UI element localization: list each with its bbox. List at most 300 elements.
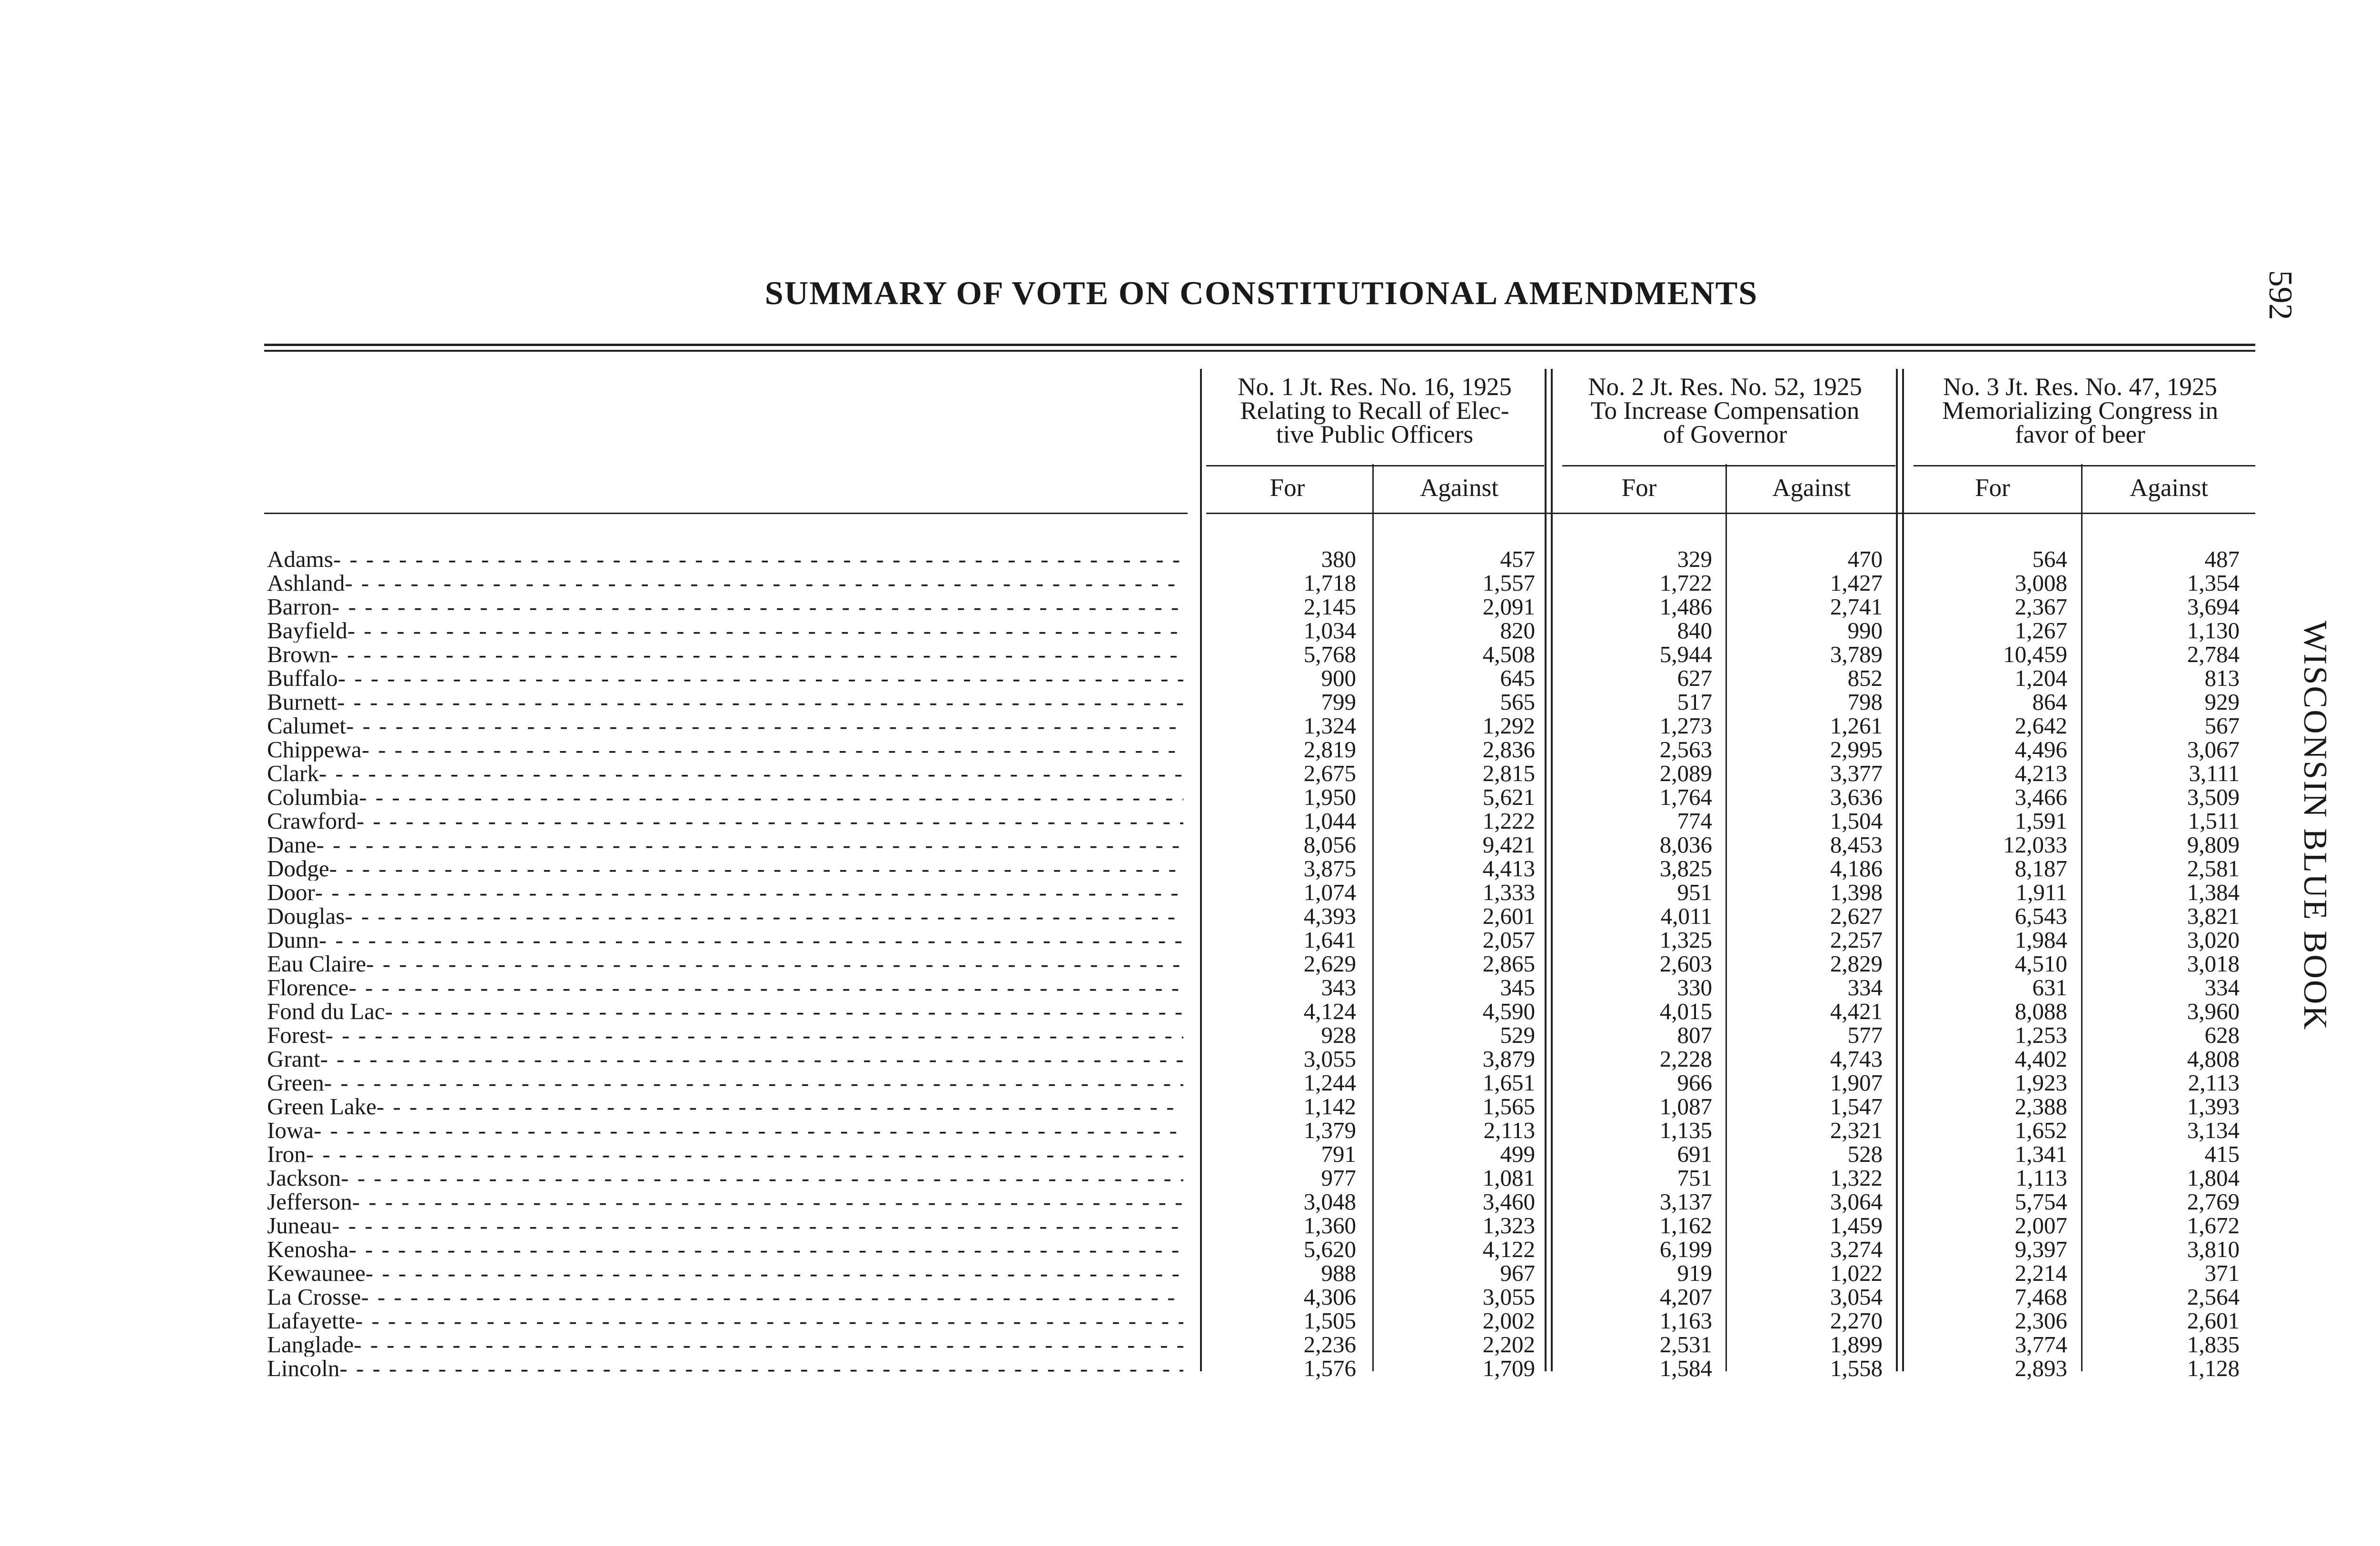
table-row [0,1214,2380,1238]
votes-against-cell: 3,020 [2187,927,2240,953]
county-name: Jackson - - - [267,1166,1183,1190]
top-rule [264,344,2255,346]
votes-for-cell: 1,267 [2014,617,2067,644]
votes-against-cell: 2,321 [1830,1117,1883,1143]
votes-for-cell: 564 [2032,546,2067,572]
votes-for-cell: 380 [1321,546,1356,572]
county-name: La Crosse - - - [267,1285,1183,1309]
votes-for-cell: 1,923 [2014,1070,2067,1096]
votes-against-cell: 3,055 [1482,1284,1535,1310]
votes-against-cell: 1,398 [1830,879,1883,905]
for-header: For [1269,474,1305,502]
table-row [0,1119,2380,1142]
votes-against-cell: 3,054 [1830,1284,1883,1310]
votes-against-cell: 1,022 [1830,1260,1883,1286]
votes-for-cell: 2,214 [2014,1260,2067,1286]
heading-line: To Increase Compensation [1590,397,1860,425]
votes-for-cell: 1,984 [2014,927,2067,953]
votes-against-cell: 4,808 [2187,1046,2240,1072]
county-name: Eau Claire - - - [267,952,1183,976]
votes-against-cell: 929 [2204,689,2240,715]
votes-for-cell: 1,764 [1659,784,1712,810]
votes-for-cell: 1,074 [1303,879,1356,905]
table-row [0,833,2380,857]
votes-against-cell: 2,270 [1830,1308,1883,1334]
county-name: Columbia - - - [267,785,1183,809]
votes-against-cell: 1,292 [1482,713,1535,739]
votes-against-cell: 499 [1500,1141,1535,1167]
votes-for-cell: 10,459 [2003,641,2067,667]
votes-for-cell: 799 [1321,689,1356,715]
votes-for-cell: 8,187 [2014,855,2067,882]
votes-against-cell: 345 [1500,974,1535,1001]
votes-against-cell: 3,111 [2189,760,2240,786]
votes-against-cell: 852 [1847,665,1883,691]
votes-against-cell: 3,134 [2187,1117,2240,1143]
votes-against-cell: 457 [1500,546,1535,572]
votes-for-cell: 5,620 [1303,1236,1356,1262]
table-row [0,547,2380,571]
votes-for-cell: 1,162 [1659,1212,1712,1239]
county-name: Langlade - - - [267,1333,1183,1357]
heading-line: No. 1 Jt. Res. No. 16, 1925 [1238,373,1512,401]
votes-for-cell: 3,774 [2014,1331,2067,1358]
votes-against-cell: 1,511 [2188,808,2240,834]
votes-for-cell: 1,486 [1659,594,1712,620]
votes-against-cell: 1,709 [1482,1355,1535,1381]
votes-for-cell: 2,603 [1659,951,1712,977]
table-row [0,1023,2380,1047]
votes-against-cell: 1,130 [2187,617,2240,644]
county-name: Grant - - - [267,1047,1183,1071]
table-row [0,738,2380,762]
votes-for-cell: 2,236 [1303,1331,1356,1358]
votes-for-cell: 1,505 [1303,1308,1356,1334]
votes-against-cell: 334 [2204,974,2240,1001]
table-row [0,1190,2380,1214]
votes-for-cell: 8,088 [2014,998,2067,1024]
votes-against-cell: 4,743 [1830,1046,1883,1072]
votes-against-cell: 3,509 [2187,784,2240,810]
votes-against-cell: 3,377 [1830,760,1883,786]
votes-for-cell: 4,011 [1660,903,1712,929]
votes-against-cell: 371 [2204,1260,2240,1286]
table-row [0,1285,2380,1309]
county-name: Forest - - - [267,1023,1183,1047]
against-header: Against [2130,474,2208,502]
votes-against-cell: 3,067 [2187,736,2240,763]
top-rule-second [264,350,2255,352]
votes-against-cell: 9,809 [2187,832,2240,858]
votes-for-cell: 1,591 [2014,808,2067,834]
votes-against-cell: 1,504 [1830,808,1883,834]
votes-against-cell: 3,460 [1482,1189,1535,1215]
running-head: WISCONSIN BLUE BOOK [2297,621,2333,1031]
votes-against-cell: 3,064 [1830,1189,1883,1215]
votes-for-cell: 1,718 [1303,570,1356,596]
county-name: Green - - - [267,1071,1183,1095]
page-number: 592 [2262,270,2299,320]
table-row [0,809,2380,833]
votes-for-cell: 774 [1677,808,1712,834]
votes-for-cell: 2,145 [1303,594,1356,620]
votes-against-cell: 1,651 [1482,1070,1535,1096]
votes-for-cell: 1,204 [2014,665,2067,691]
votes-for-cell: 3,825 [1659,855,1712,882]
table-row [0,714,2380,738]
votes-for-cell: 1,584 [1659,1355,1712,1381]
county-name: Jefferson - - - [267,1190,1183,1214]
table-row [0,595,2380,619]
subheader-rule-2 [1562,465,1895,466]
county-name: Fond du Lac - - - [267,1000,1183,1023]
heading-line: Relating to Recall of Elec- [1240,397,1509,425]
votes-against-cell: 2,581 [2187,855,2240,882]
votes-against-cell: 2,865 [1482,951,1535,977]
votes-for-cell: 1,087 [1659,1093,1712,1120]
votes-for-cell: 2,629 [1303,951,1356,977]
table-row [0,619,2380,643]
votes-against-cell: 4,590 [1482,998,1535,1024]
heading-line: of Governor [1663,421,1787,448]
county-name: Lincoln - - - [267,1357,1183,1380]
table-row [0,1047,2380,1071]
votes-for-cell: 4,207 [1659,1284,1712,1310]
votes-for-cell: 8,036 [1659,832,1712,858]
votes-against-cell: 3,810 [2187,1236,2240,1262]
votes-for-cell: 4,510 [2014,951,2067,977]
votes-for-cell: 1,044 [1303,808,1356,834]
votes-against-cell: 4,508 [1482,641,1535,667]
county-name: Green Lake - - - [267,1095,1183,1119]
votes-against-cell: 1,899 [1830,1331,1883,1358]
votes-against-cell: 2,769 [2187,1189,2240,1215]
votes-for-cell: 5,768 [1303,641,1356,667]
votes-against-cell: 2,741 [1830,594,1883,620]
votes-for-cell: 2,367 [2014,594,2067,620]
against-header: Against [1420,474,1498,502]
amendment-heading-3 [1904,375,2256,461]
table-row [0,1238,2380,1261]
votes-for-cell: 951 [1677,879,1712,905]
votes-for-cell: 3,466 [2014,784,2067,810]
votes-for-cell: 329 [1677,546,1712,572]
votes-against-cell: 529 [1500,1022,1535,1048]
votes-against-cell: 2,057 [1482,927,1535,953]
heading-line: tive Public Officers [1276,421,1474,448]
votes-against-cell: 813 [2204,665,2240,691]
table-row [0,1333,2380,1357]
county-name: Kenosha - - - [267,1238,1183,1261]
votes-for-cell: 6,199 [1659,1236,1712,1262]
table-row [0,1095,2380,1119]
votes-against-cell: 4,413 [1482,855,1535,882]
heading-line: No. 2 Jt. Res. No. 52, 1925 [1588,373,1862,401]
table-row [0,690,2380,714]
votes-for-cell: 919 [1677,1260,1712,1286]
votes-for-cell: 1,641 [1303,927,1356,953]
votes-for-cell: 1,911 [2015,879,2067,905]
votes-against-cell: 2,784 [2187,641,2240,667]
votes-against-cell: 3,636 [1830,784,1883,810]
table-row [0,881,2380,904]
votes-for-cell: 8,056 [1303,832,1356,858]
county-name: Iron - - - [267,1142,1183,1166]
votes-for-cell: 2,531 [1659,1331,1712,1358]
votes-against-cell: 1,907 [1830,1070,1883,1096]
county-name: Ashland - - - [267,571,1183,595]
votes-against-cell: 470 [1847,546,1883,572]
votes-against-cell: 4,186 [1830,855,1883,882]
votes-against-cell: 798 [1847,689,1883,715]
votes-against-cell: 2,601 [2187,1308,2240,1334]
votes-against-cell: 2,257 [1830,927,1883,953]
votes-against-cell: 1,354 [2187,570,2240,596]
votes-for-cell: 3,137 [1659,1189,1712,1215]
votes-for-cell: 4,393 [1303,903,1356,929]
votes-for-cell: 1,360 [1303,1212,1356,1239]
county-name: Crawford - - - [267,809,1183,833]
votes-for-cell: 751 [1677,1165,1712,1191]
votes-for-cell: 691 [1677,1141,1712,1167]
county-name: Buffalo - - - [267,666,1183,690]
votes-for-cell: 791 [1321,1141,1356,1167]
heading-line: No. 3 Jt. Res. No. 47, 1925 [1943,373,2217,401]
votes-against-cell: 820 [1500,617,1535,644]
county-name: Adams - - - [267,547,1183,571]
county-name: Dodge - - - [267,857,1183,881]
county-name: Dunn - - - [267,928,1183,952]
votes-for-cell: 1,163 [1659,1308,1712,1334]
votes-for-cell: 4,402 [2014,1046,2067,1072]
votes-for-cell: 1,324 [1303,713,1356,739]
county-name: Iowa - - - [267,1119,1183,1142]
votes-for-cell: 900 [1321,665,1356,691]
table-row [0,1166,2380,1190]
votes-for-cell: 1,341 [2014,1141,2067,1167]
county-name: Lafayette - - - [267,1309,1183,1333]
county-name: Calumet - - - [267,714,1183,738]
votes-for-cell: 5,944 [1659,641,1712,667]
votes-for-cell: 1,253 [2014,1022,2067,1048]
subheader-rule-3 [1914,465,2255,466]
votes-against-cell: 1,261 [1830,713,1883,739]
votes-against-cell: 628 [2204,1022,2240,1048]
votes-for-cell: 1,722 [1659,570,1712,596]
table-row [0,952,2380,976]
table-row [0,762,2380,785]
votes-for-cell: 2,675 [1303,760,1356,786]
votes-for-cell: 1,244 [1303,1070,1356,1096]
votes-against-cell: 567 [2204,713,2240,739]
county-name: Door - - - [267,881,1183,904]
county-name: Clark - - - [267,762,1183,785]
votes-against-cell: 3,789 [1830,641,1883,667]
votes-against-cell: 1,128 [2187,1355,2240,1381]
table-row [0,666,2380,690]
votes-against-cell: 990 [1847,617,1883,644]
votes-against-cell: 2,627 [1830,903,1883,929]
amendment-heading-2 [1553,375,1897,461]
votes-against-cell: 1,557 [1482,570,1535,596]
votes-against-cell: 1,565 [1482,1093,1535,1120]
votes-against-cell: 1,081 [1482,1165,1535,1191]
votes-against-cell: 1,459 [1830,1212,1883,1239]
votes-against-cell: 2,815 [1482,760,1535,786]
county-name: Dane - - - [267,833,1183,857]
votes-for-cell: 330 [1677,974,1712,1001]
votes-for-cell: 988 [1321,1260,1356,1286]
table-row [0,1071,2380,1095]
votes-for-cell: 1,113 [2015,1165,2067,1191]
amendment-heading-1 [1203,375,1546,461]
table-row [0,1142,2380,1166]
votes-against-cell: 5,621 [1482,784,1535,810]
votes-against-cell: 1,547 [1830,1093,1883,1120]
votes-for-cell: 977 [1321,1165,1356,1191]
votes-for-cell: 840 [1677,617,1712,644]
county-name: Barron - - - [267,595,1183,619]
votes-for-cell: 1,142 [1303,1093,1356,1120]
votes-against-cell: 4,122 [1482,1236,1535,1262]
votes-against-cell: 528 [1847,1141,1883,1167]
votes-against-cell: 1,222 [1482,808,1535,834]
county-name: Bayfield - - - [267,619,1183,643]
votes-for-cell: 4,124 [1303,998,1356,1024]
table-row [0,928,2380,952]
table-row [0,904,2380,928]
votes-against-cell: 3,018 [2187,951,2240,977]
table-row [0,1357,2380,1380]
subheader-rule-1 [1206,465,1544,466]
votes-against-cell: 1,835 [2187,1331,2240,1358]
county-name: Juneau - - - [267,1214,1183,1238]
votes-against-cell: 1,672 [2187,1212,2240,1239]
votes-against-cell: 8,453 [1830,832,1883,858]
votes-for-cell: 2,007 [2014,1212,2067,1239]
votes-against-cell: 2,091 [1482,594,1535,620]
votes-for-cell: 2,563 [1659,736,1712,763]
votes-for-cell: 2,228 [1659,1046,1712,1072]
votes-against-cell: 2,113 [2188,1070,2240,1096]
votes-for-cell: 1,652 [2014,1117,2067,1143]
votes-against-cell: 415 [2204,1141,2240,1167]
votes-against-cell: 645 [1500,665,1535,691]
page-title: SUMMARY OF VOTE ON CONSTITUTIONAL AMENDMENTS [764,275,1758,312]
against-header: Against [1772,474,1851,502]
votes-against-cell: 2,564 [2187,1284,2240,1310]
table-row [0,643,2380,666]
votes-for-cell: 2,893 [2014,1355,2067,1381]
votes-against-cell: 4,421 [1830,998,1883,1024]
votes-for-cell: 627 [1677,665,1712,691]
votes-against-cell: 1,558 [1830,1355,1883,1381]
votes-for-cell: 864 [2032,689,2067,715]
county-name: Douglas - - - [267,904,1183,928]
county-name: Kewaunee - - - [267,1261,1183,1285]
heading-line: Memorializing Congress in [1942,397,2218,425]
table-row [0,1261,2380,1285]
votes-for-cell: 343 [1321,974,1356,1001]
votes-for-cell: 3,048 [1303,1189,1356,1215]
votes-against-cell: 3,960 [2187,998,2240,1024]
votes-against-cell: 2,836 [1482,736,1535,763]
votes-for-cell: 6,543 [2014,903,2067,929]
votes-for-cell: 7,468 [2014,1284,2067,1310]
votes-against-cell: 1,322 [1830,1165,1883,1191]
votes-for-cell: 1,325 [1659,927,1712,953]
votes-against-cell: 3,274 [1830,1236,1883,1262]
votes-for-cell: 5,754 [2014,1189,2067,1215]
votes-against-cell: 967 [1500,1260,1535,1286]
votes-for-cell: 3,055 [1303,1046,1356,1072]
table-row [0,571,2380,595]
county-name: Burnett - - - [267,690,1183,714]
votes-for-cell: 2,819 [1303,736,1356,763]
votes-for-cell: 12,033 [2003,832,2067,858]
table-row [0,857,2380,881]
heading-line: favor of beer [2015,421,2145,448]
table-row [0,1000,2380,1023]
header-bottom-rule [1206,513,2255,514]
votes-against-cell: 2,002 [1482,1308,1535,1334]
votes-for-cell: 4,015 [1659,998,1712,1024]
votes-for-cell: 631 [2032,974,2067,1001]
votes-for-cell: 3,875 [1303,855,1356,882]
table-row [0,1309,2380,1333]
votes-against-cell: 1,333 [1482,879,1535,905]
votes-against-cell: 334 [1847,974,1883,1001]
votes-against-cell: 577 [1847,1022,1883,1048]
votes-for-cell: 966 [1677,1070,1712,1096]
votes-for-cell: 4,213 [2014,760,2067,786]
votes-for-cell: 2,642 [2014,713,2067,739]
votes-for-cell: 1,135 [1659,1117,1712,1143]
votes-for-cell: 928 [1321,1022,1356,1048]
votes-for-cell: 4,496 [2014,736,2067,763]
votes-against-cell: 1,427 [1830,570,1883,596]
votes-for-cell: 807 [1677,1022,1712,1048]
votes-against-cell: 1,384 [2187,879,2240,905]
votes-for-cell: 9,397 [2014,1236,2067,1262]
votes-against-cell: 2,202 [1482,1331,1535,1358]
county-name: Brown - - - [267,643,1183,666]
votes-against-cell: 1,393 [2187,1093,2240,1120]
table-row [0,976,2380,1000]
votes-for-cell: 2,388 [2014,1093,2067,1120]
county-name: Chippewa - - - [267,738,1183,762]
header-bottom-rule-stub [264,513,1188,514]
votes-against-cell: 3,879 [1482,1046,1535,1072]
votes-for-cell: 4,306 [1303,1284,1356,1310]
votes-against-cell: 2,113 [1483,1117,1535,1143]
votes-against-cell: 1,804 [2187,1165,2240,1191]
for-header: For [1621,474,1657,502]
votes-against-cell: 1,323 [1482,1212,1535,1239]
votes-against-cell: 565 [1500,689,1535,715]
votes-against-cell: 3,694 [2187,594,2240,620]
votes-for-cell: 1,576 [1303,1355,1356,1381]
votes-for-cell: 1,034 [1303,617,1356,644]
votes-against-cell: 487 [2204,546,2240,572]
for-header: For [1975,474,2010,502]
votes-for-cell: 1,950 [1303,784,1356,810]
votes-for-cell: 2,306 [2014,1308,2067,1334]
votes-against-cell: 2,601 [1482,903,1535,929]
votes-for-cell: 1,273 [1659,713,1712,739]
votes-for-cell: 3,008 [2014,570,2067,596]
table-row [0,785,2380,809]
